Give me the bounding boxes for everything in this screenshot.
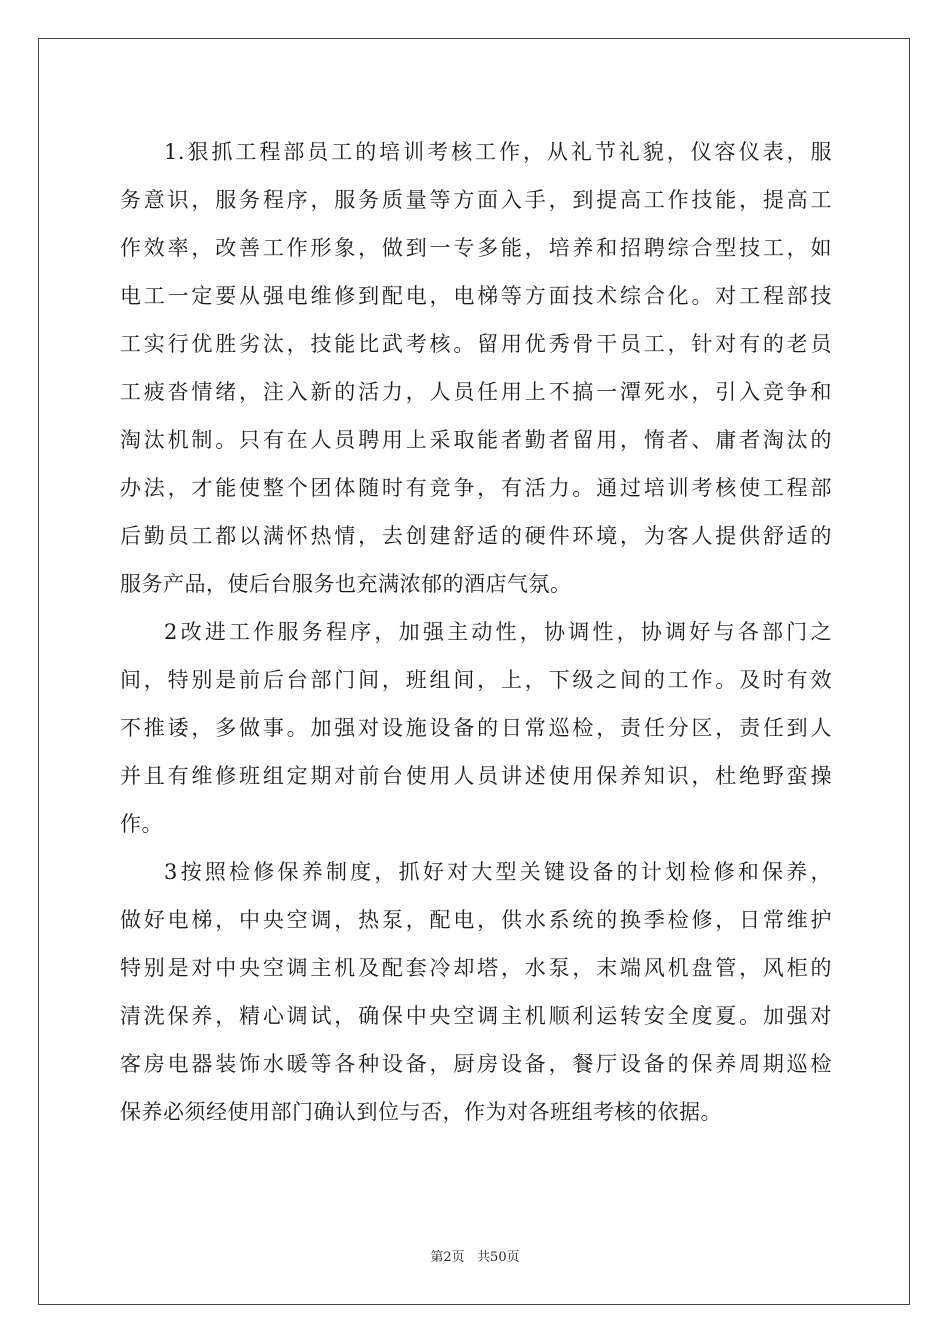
text-line: 务意识，服务程序，服务质量等方面入手，到提高工作技能，提高工 <box>120 188 832 212</box>
text-line: 作。 <box>120 812 163 836</box>
paragraph-2 <box>120 608 832 848</box>
text-line: 1.狠抓工程部员工的培训考核工作，从礼节礼貌，仪容仪表，服 <box>164 140 832 164</box>
text-line: 并且有维修班组定期对前台使用人员讲述使用保养知识，杜绝野蛮操 <box>120 764 832 788</box>
text-line: 工实行优胜劣汰，技能比武考核。留用优秀骨干员工，针对有的老员 <box>120 332 832 356</box>
text-line: 淘汰机制。只有在人员聘用上采取能者勤者留用，惰者、庸者淘汰的 <box>120 428 832 452</box>
text-line: 特别是对中央空调主机及配套冷却塔，水泵，末端风机盘管，风柜的 <box>120 956 832 980</box>
text-line: 客房电器装饰水暖等各种设备，厨房设备，餐厅设备的保养周期巡检 <box>120 1052 832 1076</box>
text-line: 作效率，改善工作形象，做到一专多能，培养和招聘综合型技工，如 <box>120 236 832 260</box>
text-line: 清洗保养，精心调试，确保中央空调主机顺利运转安全度夏。加强对 <box>120 1004 832 1028</box>
text-line: 保养必须经使用部门确认到位与否，作为对各班组考核的依据。 <box>120 1100 722 1124</box>
page-number-footer: 第2页 共50页 <box>430 1250 520 1265</box>
text-line: 不推诿，多做事。加强对设施设备的日常巡检，责任分区，责任到人 <box>120 716 832 740</box>
text-line: 服务产品，使后台服务也充满浓郁的酒店气氛。 <box>120 572 572 596</box>
text-line: 做好电梯，中央空调，热泵，配电，供水系统的换季检修，日常维护 <box>120 908 832 932</box>
text-line: 3按照检修保养制度，抓好对大型关键设备的计划检修和保养， <box>164 860 832 884</box>
text-line: 办法，才能使整个团体随时有竞争，有活力。通过培训考核使工程部 <box>120 476 832 500</box>
text-line: 工疲沓情绪，注入新的活力，人员任用上不搞一潭死水，引入竞争和 <box>120 380 832 404</box>
text-line: 后勤员工都以满怀热情，去创建舒适的硬件环境，为客人提供舒适的 <box>120 524 832 548</box>
text-line: 2改进工作服务程序，加强主动性，协调性，协调好与各部门之 <box>164 620 832 644</box>
paragraph-3 <box>120 848 832 1136</box>
document-body <box>120 128 832 1136</box>
text-line: 电工一定要从强电维修到配电，电梯等方面技术综合化。对工程部技 <box>120 284 832 308</box>
text-line: 间，特别是前后台部门间，班组间，上，下级之间的工作。及时有效 <box>120 668 832 692</box>
paragraph-1 <box>120 128 832 608</box>
